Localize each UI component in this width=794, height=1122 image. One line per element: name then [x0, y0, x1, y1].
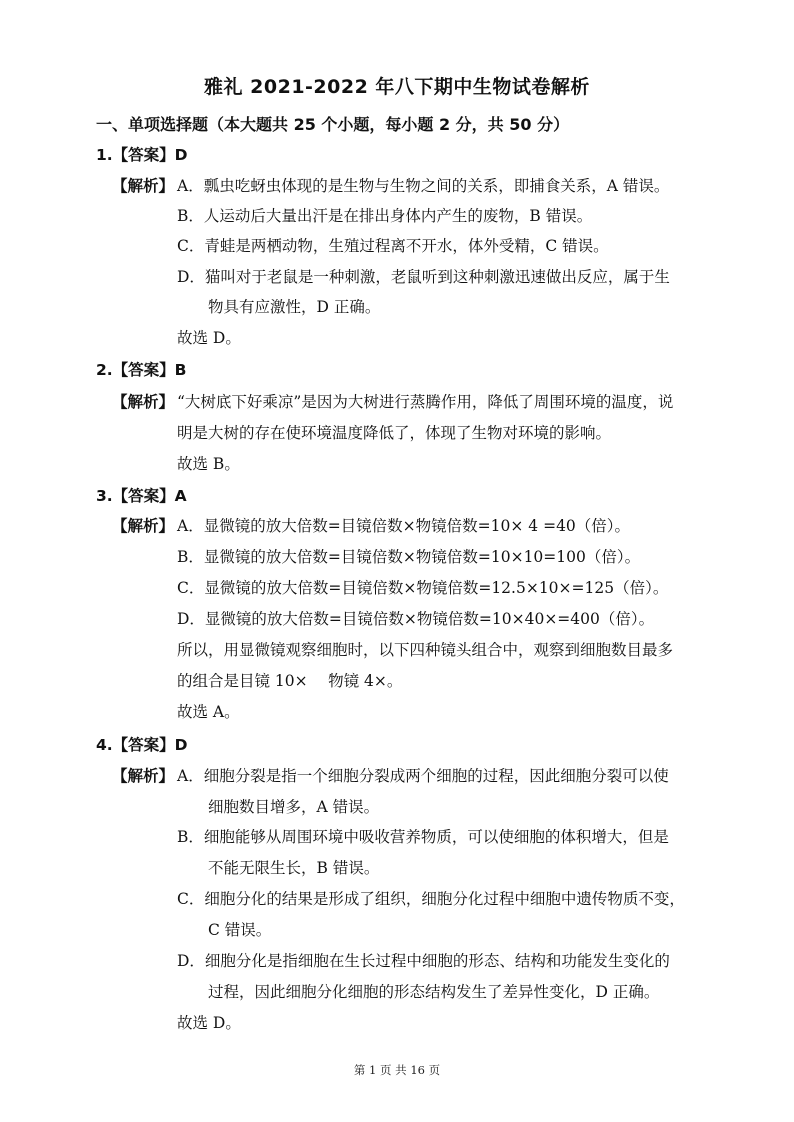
q3-conclusion-line2: 的组合是目镜 10× 物镜 4×。 — [177, 672, 403, 690]
q2-explanation-label: 【解析】 — [112, 393, 175, 411]
q3-option-c: C．显微镜的放大倍数=目镜倍数×物镜倍数=12.5×10×=125（倍）。 — [177, 579, 669, 597]
q2-answer: 2.【答案】B — [96, 361, 187, 379]
q1-choice: 故选 D。 — [177, 329, 241, 347]
q3-option-b: B．显微镜的放大倍数=目镜倍数×物镜倍数=10×10=100（倍）。 — [177, 548, 641, 566]
q3-option-a: A．显微镜的放大倍数=目镜倍数×物镜倍数=10× 4 =40（倍）。 — [177, 517, 631, 535]
q4-choice: 故选 D。 — [177, 1014, 241, 1032]
q2-explanation-line2: 明是大树的存在使环境温度降低了，体现了生物对环境的影响。 — [177, 424, 612, 442]
q1-explanation-label: 【解析】 — [112, 177, 175, 195]
q3-explanation-label: 【解析】 — [112, 517, 175, 535]
q4-answer: 4.【答案】D — [96, 736, 188, 754]
q4-explanation-label: 【解析】 — [112, 767, 175, 785]
page-footer: 第 1 页 共 16 页 — [353, 1063, 441, 1077]
q1-option-a: A．瓢虫吃蚜虫体现的是生物与生物之间的关系，即捕食关系，A 错误。 — [177, 177, 670, 195]
q4-option-c-line1: C．细胞分化的结果是形成了组织，细胞分化过程中细胞中遗传物质不变， — [177, 890, 685, 908]
q4-option-a-line2: 细胞数目增多，A 错误。 — [208, 798, 380, 816]
q1-option-c: C．青蛙是两栖动物，生殖过程离不开水，体外受精，C 错误。 — [177, 237, 609, 255]
page-title: 雅礼 2021-2022 年八下期中生物试卷解析 — [204, 76, 590, 98]
q3-answer: 3.【答案】A — [96, 487, 187, 505]
q4-option-d-line1: D．细胞分化是指细胞在生长过程中细胞的形态、结构和功能发生变化的 — [177, 952, 670, 970]
q3-conclusion-line1: 所以，用显微镜观察细胞时，以下四种镜头组合中，观察到细胞数目最多 — [177, 641, 674, 659]
q1-option-b: B．人运动后大量出汗是在排出身体内产生的废物，B 错误。 — [177, 207, 593, 225]
q3-option-d: D．显微镜的放大倍数=目镜倍数×物镜倍数=10×40×=400（倍）。 — [177, 610, 655, 628]
q2-choice: 故选 B。 — [177, 455, 240, 473]
q4-option-c-line2: C 错误。 — [208, 921, 272, 939]
q3-choice: 故选 A。 — [177, 703, 240, 721]
q4-option-a-line1: A．细胞分裂是指一个细胞分裂成两个细胞的过程，因此细胞分裂可以使 — [177, 767, 669, 785]
q2-explanation-line1: “大树底下好乘凉”是因为大树进行蒸腾作用，降低了周围环境的温度，说 — [177, 393, 674, 411]
q1-answer: 1.【答案】D — [96, 146, 188, 164]
q4-option-d-line2: 过程，因此细胞分化细胞的形态结构发生了差异性变化，D 正确。 — [208, 983, 660, 1001]
q4-option-b-line2: 不能无限生长，B 错误。 — [208, 859, 380, 877]
q1-option-d-line1: D．猫叫对于老鼠是一种刺激，老鼠听到这种刺激迅速做出反应，属于生 — [177, 268, 670, 286]
section-heading: 一、单项选择题（本大题共 25 个小题，每小题 2 分，共 50 分） — [96, 115, 570, 134]
q1-option-d-line2: 物具有应激性，D 正确。 — [208, 298, 381, 316]
q4-option-b-line1: B．细胞能够从周围环境中吸收营养物质，可以使细胞的体积增大，但是 — [177, 828, 669, 846]
